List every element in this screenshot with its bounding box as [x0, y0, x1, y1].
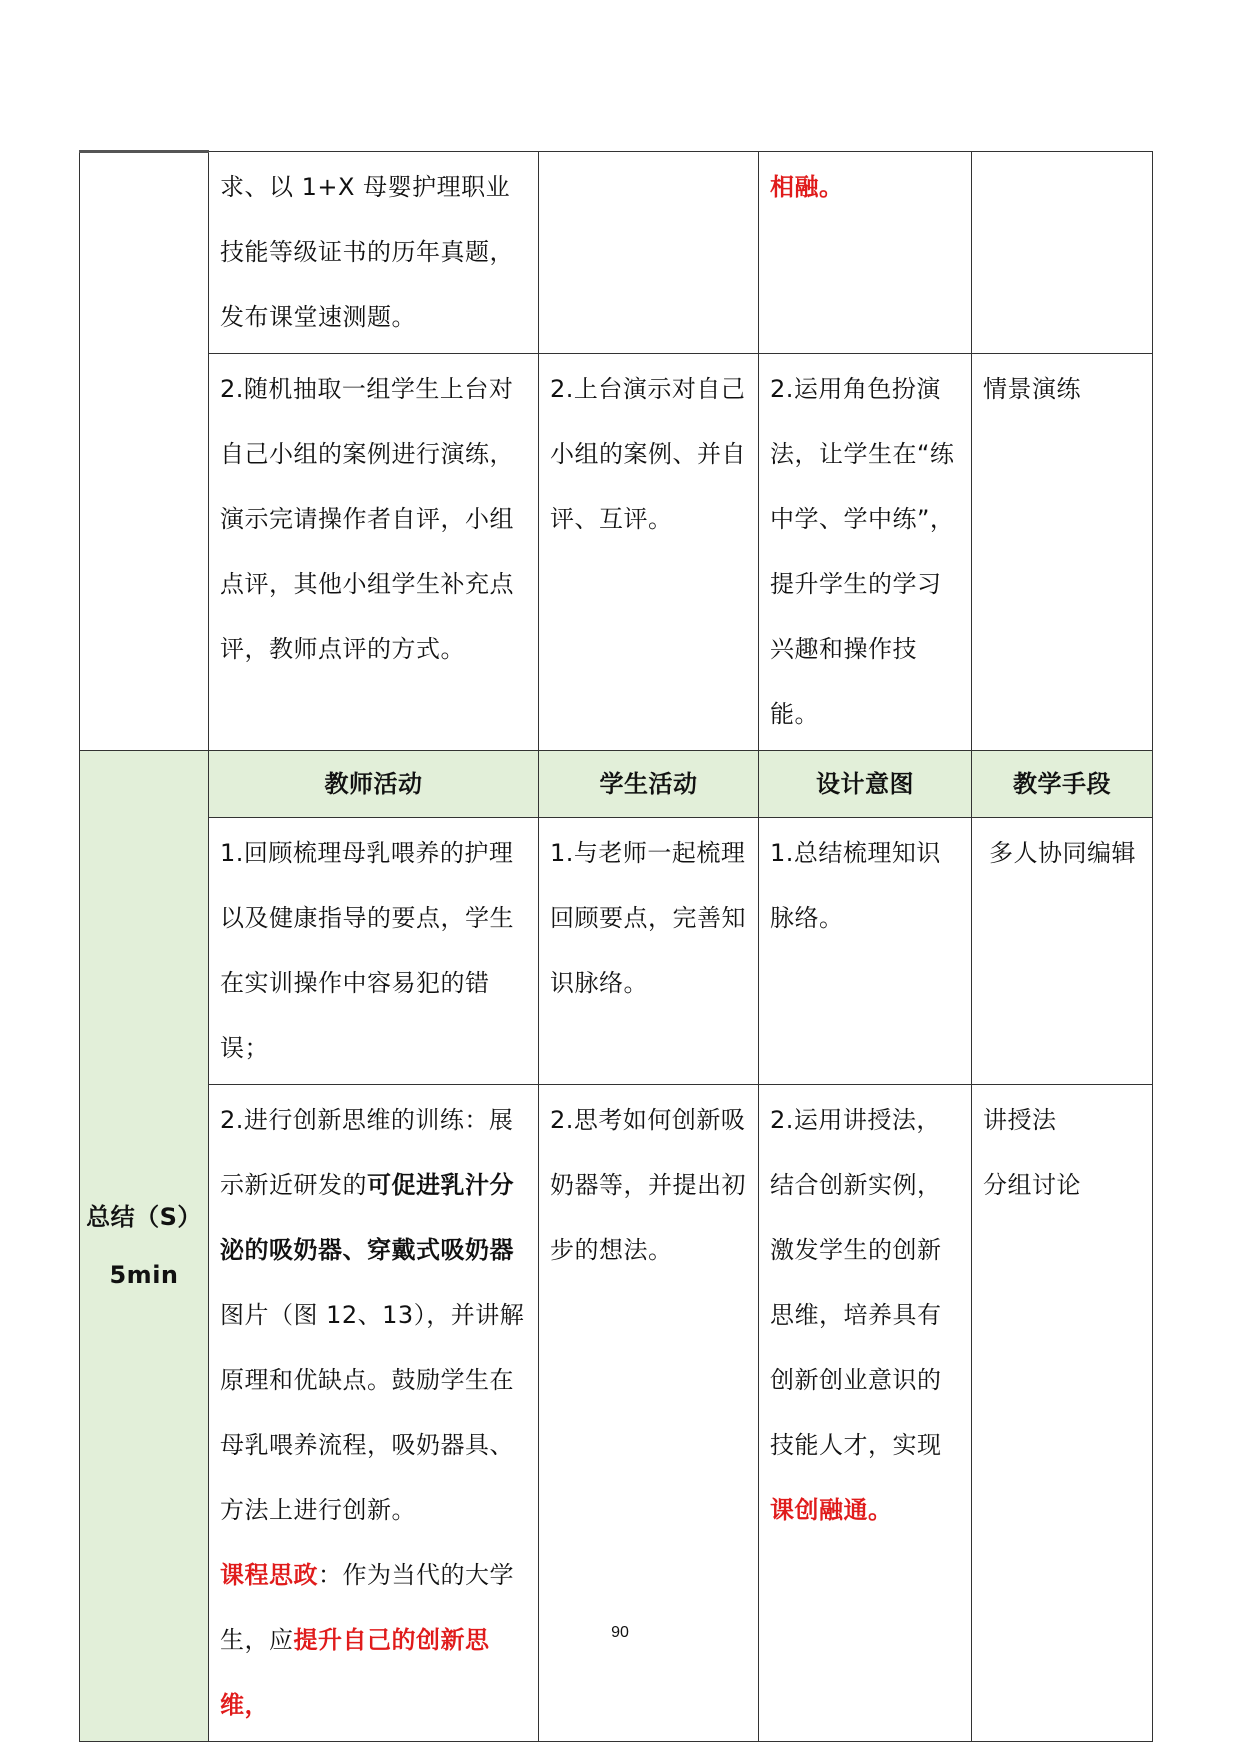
- lesson-plan-table: [79, 150, 1153, 1742]
- teacher-activity-rest: 图片（图 12、13），并讲解原理和优缺点。鼓励学生在母乳喂养流程，吸奶器具、方法上进行创新。: [220, 1301, 525, 1524]
- student-activity-cell: [539, 1085, 759, 1742]
- teacher-activity-cell: [209, 1085, 539, 1742]
- teaching-means-text: 情景演练: [983, 375, 1081, 403]
- student-activity-text: 1.与老师一起梳理回顾要点，完善知识脉络。: [550, 839, 746, 997]
- stage-duration: 5min: [109, 1261, 179, 1289]
- ideology-text: ：作为当代的大学生，应: [220, 1561, 514, 1654]
- teacher-activity-cell: [209, 152, 539, 354]
- teacher-activity-text: 求、以 1+X 母婴护理职业技能等级证书的历年真题，发布课堂速测题。: [220, 173, 514, 331]
- teaching-means-cell: [972, 152, 1153, 354]
- design-intent-text: 2.运用讲授法，结合创新实例，激发学生的创新思维，培养具有创新创业意识的技能人才，实现: [770, 1106, 942, 1459]
- design-intent-cell: [759, 1085, 972, 1742]
- table-row-review: [80, 818, 1153, 1085]
- teaching-means-text: 多人协同编辑: [989, 839, 1136, 867]
- teacher-activity-cell: [209, 354, 539, 751]
- table-row-drill: [80, 354, 1153, 751]
- design-intent-text: 2.运用角色扮演法，让学生在“练中学、学中练”，提升学生的学习兴趣和操作技能。: [770, 375, 955, 728]
- teacher-activity-highlight: 可促进乳汁分泌的吸奶器、穿戴式吸奶器: [220, 1171, 514, 1264]
- design-intent-cell: [759, 818, 972, 1085]
- header-teaching-means: 教学手段: [972, 751, 1153, 818]
- header-student-activity: 学生活动: [539, 751, 759, 818]
- teacher-activity-cell: [209, 818, 539, 1085]
- stage-cell-summary: [80, 751, 209, 1742]
- table-header-row: [80, 751, 1153, 818]
- design-intent-text: 相融。: [770, 173, 844, 201]
- header-design-intent: 设计意图: [759, 751, 972, 818]
- teacher-activity-intro: 2.进行创新思维的训练：展示新近研发的: [220, 1106, 514, 1199]
- table-row-innovation: [80, 1085, 1153, 1742]
- stage-name: 总结（S）: [86, 1203, 202, 1231]
- student-activity-cell: [539, 818, 759, 1085]
- teacher-activity-text: 1.回顾梳理母乳喂养的护理以及健康指导的要点，学生在实训操作中容易犯的错误；: [220, 839, 514, 1062]
- teaching-means-item: 分组讨论: [983, 1171, 1081, 1199]
- header-teacher-activity: 教师活动: [209, 751, 539, 818]
- design-intent-highlight: 课创融通。: [770, 1496, 893, 1524]
- design-intent-cell: [759, 354, 972, 751]
- teaching-means-item: 讲授法: [983, 1106, 1057, 1134]
- student-activity-cell: [539, 152, 759, 354]
- student-activity-cell: [539, 354, 759, 751]
- teacher-activity-text: 2.随机抽取一组学生上台对自己小组的案例进行演练，演示完请操作者自评，小组点评，其他小组学生补充点评，教师点评的方式。: [220, 375, 514, 663]
- student-activity-text: 2.思考如何创新吸奶器等，并提出初步的想法。: [550, 1106, 746, 1264]
- design-intent-text: 1.总结梳理知识脉络。: [770, 839, 941, 932]
- teaching-means-cell: [972, 354, 1153, 751]
- student-activity-text: 2.上台演示对自己小组的案例、并自评、互评。: [550, 375, 746, 533]
- page-number: 90: [611, 1624, 629, 1641]
- ideology-highlight: 提升自己的创新思维，: [220, 1626, 490, 1719]
- design-intent-cell: [759, 152, 972, 354]
- teaching-means-cell: [972, 1085, 1153, 1742]
- ideology-label: 课程思政: [220, 1561, 318, 1589]
- table-row-continued: [80, 152, 1153, 354]
- teaching-means-cell: [972, 818, 1153, 1085]
- stage-cell-empty: [80, 152, 209, 751]
